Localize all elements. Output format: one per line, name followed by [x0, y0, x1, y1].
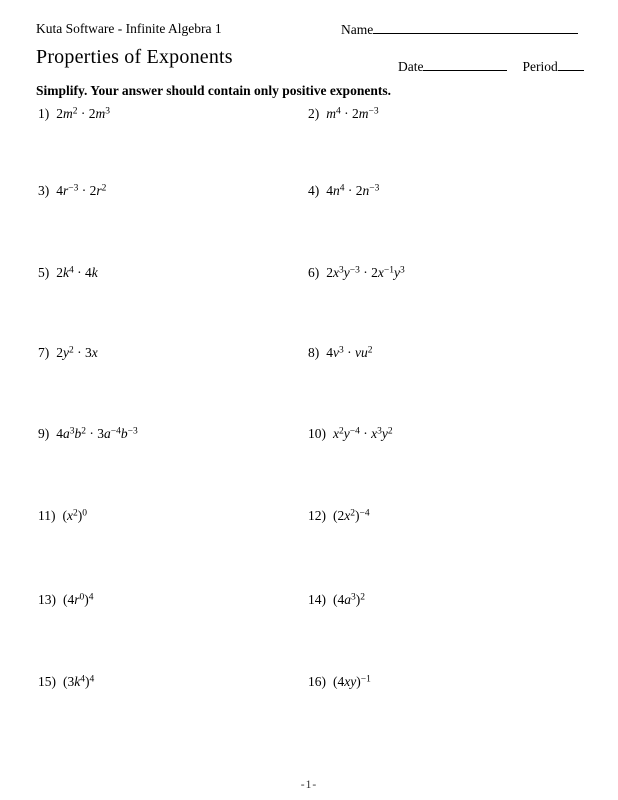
problem-number: 11): [38, 508, 56, 523]
problem-3: [0, 183, 308, 265]
problem-number: 9): [38, 426, 50, 441]
problem-13: [0, 592, 308, 674]
problem-9: [0, 426, 308, 508]
problem-16: [308, 674, 618, 734]
problem-15: [0, 674, 308, 734]
problem-2: [308, 106, 618, 183]
problem-number: 6): [308, 265, 320, 280]
problem-5: [0, 265, 308, 345]
problem-number: 14): [308, 592, 326, 607]
problem-7: [0, 345, 308, 426]
problem-expression: $4a^3b^2 \cdot 3a^{-4}b^{-3}$: [56, 426, 138, 441]
problem-number: 7): [38, 345, 50, 360]
date-blank-line: [423, 58, 507, 71]
worksheet-source: Kuta Software - Infinite Algebra 1: [36, 21, 222, 36]
problem-expression: $(4xy)^{-1}$: [333, 674, 371, 689]
problem-number: 1): [38, 106, 50, 121]
problem-12: [308, 508, 618, 592]
date-period-fields: [398, 58, 584, 75]
problem-number: 2): [308, 106, 320, 121]
problem-expression: $2m^2 \cdot 2m^3$: [56, 106, 110, 121]
problem-14: [308, 592, 618, 674]
problem-10: [308, 426, 618, 508]
problem-expression: $(4r^0)^4$: [63, 592, 94, 607]
problem-expression: $(2x^2)^{-4}$: [333, 508, 370, 523]
name-blank-line: [373, 21, 578, 34]
problem-number: 16): [308, 674, 326, 689]
instructions: Simplify. Your answer should contain only positive exponents.: [36, 83, 391, 98]
problem-number: 15): [38, 674, 56, 689]
problem-number: 4): [308, 183, 320, 198]
problem-expression: $(3k^4)^4$: [63, 674, 95, 689]
page-number: -1-: [300, 779, 318, 791]
problem-expression: $(4a^3)^2$: [333, 592, 365, 607]
problem-8: [308, 345, 618, 426]
date-label: Date: [398, 59, 424, 74]
problem-1: [0, 106, 308, 183]
problem-6: [308, 265, 618, 345]
problem-expression: $4v^3 \cdot vu^2$: [326, 345, 373, 360]
problem-number: 8): [308, 345, 320, 360]
problem-expression: $x^2y^{-4} \cdot x^3y^2$: [333, 426, 393, 441]
name-field: [341, 21, 578, 38]
problem-11: [0, 508, 308, 592]
problems-list: [0, 106, 618, 734]
problem-expression: $4r^{-3} \cdot 2r^2$: [56, 183, 107, 198]
problem-expression: $2k^4 \cdot 4k$: [56, 265, 98, 280]
problem-number: 3): [38, 183, 50, 198]
name-label: Name: [341, 22, 374, 37]
problem-number: 10): [308, 426, 326, 441]
problem-expression: $m^4 \cdot 2m^{-3}$: [326, 106, 379, 121]
problem-4: [308, 183, 618, 265]
problem-number: 13): [38, 592, 56, 607]
problem-expression: $4n^4 \cdot 2n^{-3}$: [326, 183, 380, 198]
problem-expression: $(x^2)^0$: [62, 508, 87, 523]
problem-expression: $2y^2 \cdot 3x$: [56, 345, 98, 360]
problem-number: 5): [38, 265, 50, 280]
problem-expression: $2x^3y^{-3} \cdot 2x^{-1}y^3$: [326, 265, 405, 280]
problem-number: 12): [308, 508, 326, 523]
period-blank-line: [558, 58, 584, 71]
worksheet-title: Properties of Exponents: [36, 46, 233, 68]
period-label: Period: [522, 59, 558, 74]
